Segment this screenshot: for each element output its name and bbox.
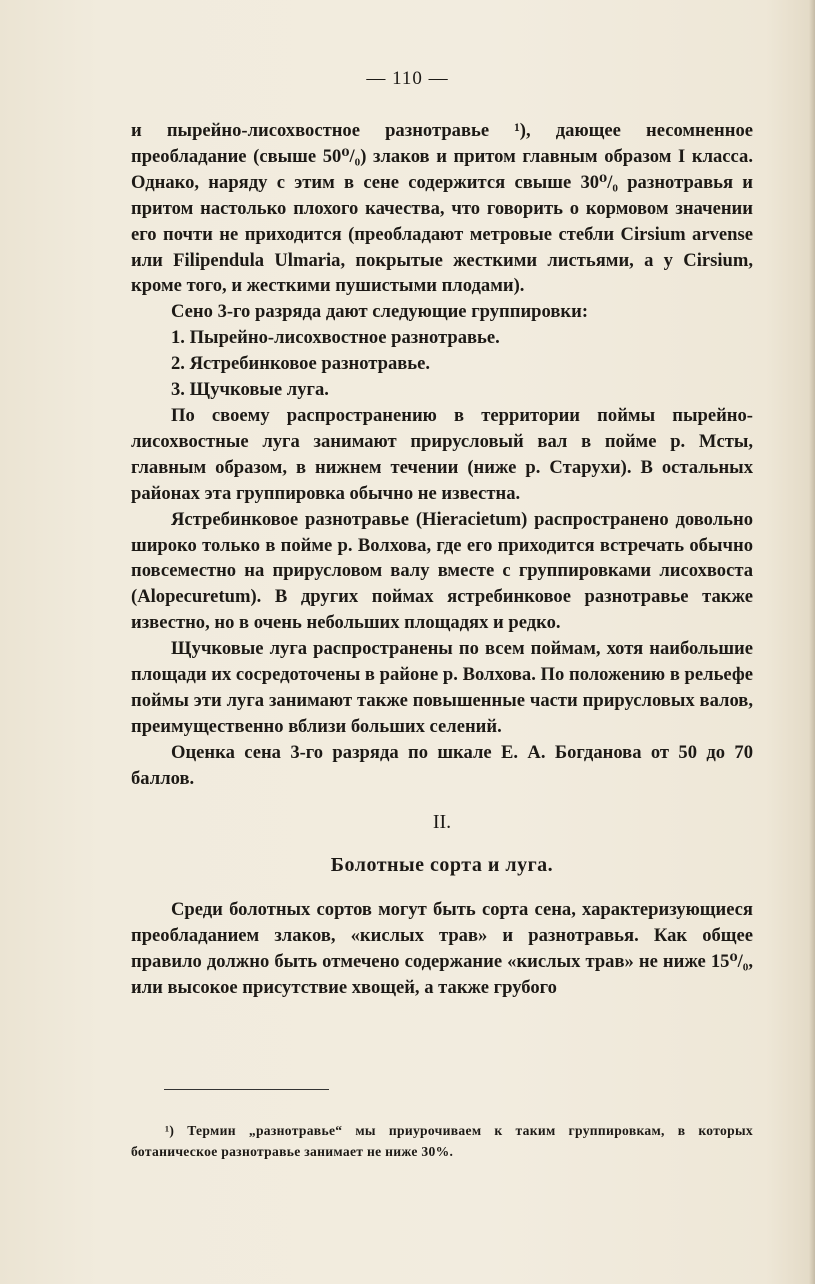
paragraph: Оценка сена 3-го разряда по шкале Е. А. Богданова от 50 до 70 баллов. [131, 741, 753, 789]
page-number: — 110 — [366, 68, 449, 89]
paragraph: Сено 3-го разряда дают следующие группировки: [171, 301, 589, 323]
list-item: 3. Щучковые луга. [171, 379, 329, 401]
list-item: 1. Пырейно-лисохвостное разнотравье. [171, 327, 500, 349]
paragraph: и пырейно-лисохвостное разнотравье ¹), дающее несомненное преобладание (свыше 50⁰/₀) злаков и притом главным образом I класса. Однако, наряду с этим в сене содержится свыше 30⁰/₀ разнотравья и притом настолько плохого качества, что говорить о кормовом значении его почти не приходится (преобладают метровые стебли Cirsium arvense или Filipendula Ulmaria, покрытые жесткими листьями, а у Cirsium, кроме того, и жесткими пушистыми плодами). [131, 120, 753, 297]
paragraph: По своему распространению в территории поймы пырейно-лисохвостные луга занимают прирусловый вал в пойме р. Мсты, главным образом, в нижнем течении (ниже р. Старухи). В остальных районах эта группировка обычно не известна. [131, 404, 753, 504]
section-title: Болотные сорта и луга. [330, 854, 554, 877]
body-text [131, 118, 753, 1001]
paragraph: Ястребинковое разнотравье (Hieracietum) распространено довольно широко только в пойме р. Волхова, где его приходится встречать обычно повсеместно на прирусловом валу вместе с группировками лисохвоста (Alopecuretum). В других поймах ястребинковое разнотравье также известно, но в очень небольших площадях и редко. [131, 508, 753, 634]
section-number: II. [432, 810, 452, 833]
paragraph: Среди болотных сортов могут быть сорта сена, характеризующиеся преобладанием злаков, «кислых трав» и разнотравья. Как общее правило должно быть отмечено содержание «кислых трав» не ниже 15⁰/₀, или высокое присутствие хвощей, а также грубого [131, 899, 753, 999]
footnote-divider [164, 1089, 329, 1090]
paragraph: Щучковые луга распространены по всем поймам, хотя наибольшие площади их сосредоточены в районе р. Волхова. По положению в рельефе поймы эти луга занимают также повышенные части прирусловых валов, преимущественно вблизи больших селений. [131, 638, 753, 737]
list-item: 2. Ястребинковое разнотравье. [171, 353, 431, 375]
page-edge-shadow [809, 0, 815, 1284]
footnote: ¹) Термин „разнотравье“ мы приурочиваем к таким группировкам, в которых ботаническое разнотравье занимает не ниже 30%. [131, 1122, 753, 1159]
